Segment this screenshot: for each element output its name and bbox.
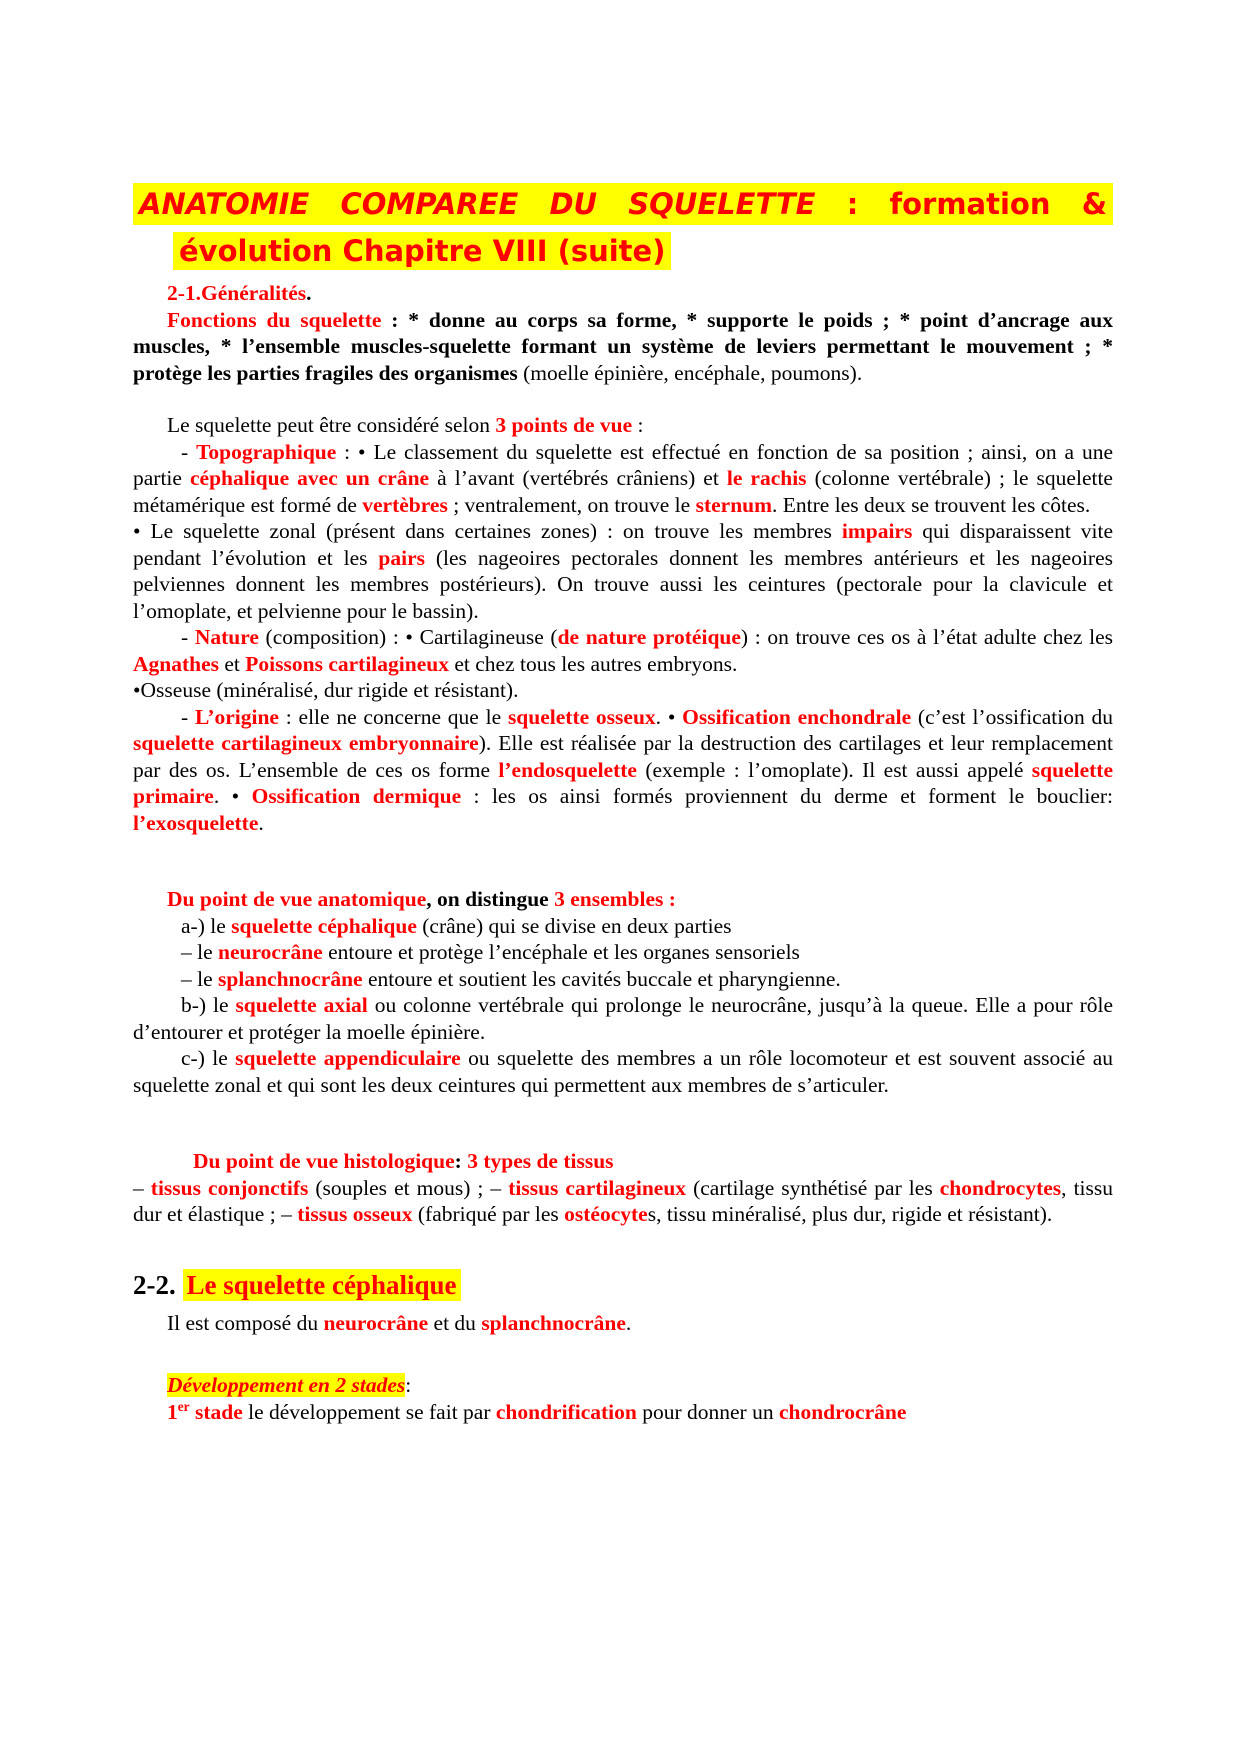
text-run: squelette axial: [235, 993, 368, 1017]
text-run: 3 points de vue: [495, 413, 633, 437]
text-run: évolution Chapitre VIII (suite): [173, 232, 671, 270]
spacer: [133, 1228, 1113, 1264]
spacer: [133, 1098, 1113, 1148]
text-run: .: [306, 281, 312, 305]
text-run: sternum: [695, 492, 773, 517]
paragraph-point-de-vue-histologique: [133, 1148, 1113, 1175]
paragraph-point-de-vue-anatomique: [133, 886, 1113, 913]
text-run: squelette cartilagineux embryonnaire: [133, 731, 479, 755]
text-run: , tissu dur et élastique ; –: [133, 1175, 1113, 1226]
paragraph-splanchnocrane: [133, 966, 1113, 993]
text-run: neurocrâne: [218, 940, 323, 964]
text-run: 3 ensembles :: [554, 887, 676, 911]
paragraph-topographique: [133, 439, 1113, 519]
paragraph-squelette-zonal: [133, 518, 1113, 624]
text-run: ou colonne vertébrale qui prolonge le neurocrâne, jusqu’à la queue. Elle a pour rôle d’entourer et protéger la moelle épinière.: [133, 993, 1113, 1044]
text-run: et du: [428, 1310, 482, 1335]
text-run: * donne au corps sa forme, * supporte le poids ; * point d’ancrage aux muscles, * l’ensemble muscles-squelette formant un système de leviers permettant le mouvement ; * protège les parties fragiles des organismes: [133, 307, 1113, 385]
text-run: et chez tous les autres embryons.: [448, 651, 738, 676]
text-run: :: [405, 1373, 412, 1397]
spacer: [133, 1336, 1113, 1372]
text-run: -: [181, 625, 195, 649]
text-run: squelette osseux: [507, 704, 656, 729]
text-run: Il est composé du: [167, 1310, 324, 1335]
paragraph-origine: [133, 704, 1113, 837]
paragraph-points-de-vue: [133, 412, 1113, 439]
paragraph-neurocrane: [133, 939, 1113, 966]
paragraph-compose: [133, 1310, 1113, 1337]
paragraph-osseuse: [133, 677, 1113, 704]
text-run: squelette céphalique: [231, 913, 417, 938]
paragraph-premier-stade: [133, 1399, 1113, 1426]
text-run: . •: [213, 784, 252, 808]
text-run: le développement se fait par: [242, 1399, 496, 1424]
text-run: : • Le classement du squelette est effectué en fonction de sa position ; ainsi, on a une partie: [133, 439, 1113, 490]
text-run: b-) le: [181, 993, 236, 1017]
text-run: a-) le: [181, 913, 232, 938]
text-run: (colonne vertébrale) ; le squelette métamérique est formé de: [133, 466, 1113, 517]
text-run: céphalique avec un crâne: [189, 466, 430, 490]
paragraph-squelette-axial-b: [133, 992, 1113, 1045]
paragraph-types-de-tissus: [133, 1175, 1113, 1228]
section-2-1-heading: [133, 280, 1113, 307]
spacer: [133, 386, 1113, 412]
text-run: s, tissu minéralisé, plus dur, rigide et résistant).: [647, 1202, 1053, 1226]
text-run: Ossification dermique: [251, 784, 462, 808]
text-run: 1: [167, 1399, 178, 1424]
text-run: formation &: [889, 187, 1107, 221]
text-run: ANATOMIE COMPAREE DU SQUELETTE: [139, 187, 816, 221]
text-run: ostéocyte: [564, 1202, 648, 1226]
text-run: Du point de vue anatomique: [167, 887, 427, 911]
text-run: à l’avant (vertébrés crâniens) et: [429, 466, 727, 490]
text-run: (crâne) qui se divise en deux parties: [416, 913, 732, 938]
text-run: : les os ainsi formés proviennent du derme et forment le bouclier:: [461, 784, 1113, 808]
text-run: neurocrâne: [323, 1310, 429, 1335]
text-run: Agnathes: [133, 651, 220, 676]
text-run: tissus conjonctifs: [150, 1175, 309, 1200]
text-run: – le: [181, 940, 219, 964]
text-run: stade: [189, 1399, 243, 1424]
text-run: :: [815, 187, 890, 221]
text-run: tissus cartilagineux: [508, 1175, 687, 1200]
text-run: (fabriqué par les: [412, 1202, 565, 1226]
text-run: Développement en 2 stades: [167, 1373, 406, 1397]
text-run: vertèbres: [362, 492, 448, 517]
paragraph-developpement-2-stades: [133, 1372, 1113, 1399]
text-run: L’origine: [194, 704, 279, 729]
text-run: squelette primaire: [133, 757, 1113, 808]
text-run: 3 types de tissus: [467, 1149, 614, 1173]
text-run: (moelle épinière, encéphale, poumons).: [523, 360, 863, 385]
text-run: ou squelette des membres a un rôle locomoteur et est souvent associé au squelette zonal et qui sont les deux ceintures qui permettent aux membres de s’articuler.: [133, 1046, 1113, 1097]
text-run: -: [181, 439, 197, 464]
text-run: chondrocrâne: [778, 1399, 907, 1424]
text-run: • Le squelette zonal (présent dans certaines zones) : on trouve les membres: [133, 519, 842, 543]
text-run: (souples et mous) ; –: [308, 1175, 509, 1200]
text-run: et: [219, 651, 246, 676]
text-run: , on distingue: [426, 887, 555, 911]
text-run: Ossification enchondrale: [682, 704, 912, 729]
text-run: Le squelette peut être considéré selon: [167, 413, 496, 437]
paragraph-squelette-appendiculaire-c: [133, 1045, 1113, 1098]
text-run: er: [177, 1398, 190, 1414]
paragraph-squelette-cephalique-a: [133, 913, 1113, 940]
text-run: Poissons cartilagineux: [245, 651, 449, 676]
text-run: entoure et protège l’encéphale et les organes sensoriels: [322, 940, 800, 964]
text-run: entoure et soutient les cavités buccale et pharyngienne.: [362, 966, 841, 991]
text-run: –: [133, 1175, 151, 1200]
text-run: . Entre les deux se trouvent les côtes.: [772, 492, 1091, 517]
paragraph-fonctions-squelette: [133, 307, 1113, 387]
text-run: . •: [655, 704, 683, 729]
text-run: (composition) : • Cartilagineuse (: [258, 625, 558, 649]
text-run: -: [181, 704, 195, 729]
text-run: chondrification: [495, 1399, 637, 1424]
text-run: ) : on trouve ces os à l’état adulte chez les: [740, 625, 1113, 649]
spacer: [133, 836, 1113, 886]
text-run: le rachis: [726, 466, 807, 490]
text-run: Topographique: [196, 439, 337, 464]
text-run: :: [454, 1149, 468, 1173]
text-run: Fonctions du squelette: [167, 307, 382, 332]
text-run: splanchnocrâne: [218, 966, 363, 991]
text-run: (exemple : l’omoplate). Il est aussi appelé: [636, 757, 1032, 782]
text-run: – le: [181, 966, 219, 991]
text-run: pour donner un: [636, 1399, 779, 1424]
text-run: Le squelette céphalique: [183, 1269, 461, 1301]
text-run: l’endosquelette: [498, 757, 637, 782]
paragraph-nature: [133, 624, 1113, 677]
text-run: :: [381, 307, 409, 332]
text-run: •Osseuse (minéralisé, dur rigide et résistant).: [133, 678, 519, 702]
text-run: ; ventralement, on trouve le: [447, 492, 696, 517]
section-2-2-heading: [133, 1268, 1113, 1302]
text-run: c-) le: [181, 1046, 236, 1070]
text-run: de nature protéique: [557, 625, 741, 649]
text-run: 2-1.Généralités: [167, 281, 307, 305]
text-run: tissus osseux: [297, 1202, 413, 1226]
text-run: pairs: [378, 545, 425, 570]
text-run: impairs: [841, 519, 913, 543]
doc-title-line-2: [173, 232, 1113, 270]
text-run: .: [258, 810, 264, 835]
text-run: (c’est l’ossification du: [911, 704, 1113, 729]
text-run: .: [625, 1310, 632, 1335]
text-run: Nature: [194, 625, 259, 649]
text-run: ). Elle est réalisée par la destruction des cartilages et leur remplacement par des os. L’ensemble de ces os forme: [133, 731, 1113, 782]
text-run: l’exosquelette: [133, 810, 259, 835]
text-run: : elle ne concerne que le: [278, 704, 508, 729]
text-run: chondrocytes: [939, 1175, 1062, 1200]
text-run: qui disparaissent vite pendant l’évolution et les: [133, 519, 1113, 570]
text-run: squelette appendiculaire: [235, 1046, 461, 1070]
doc-title-line-1: [133, 183, 1113, 225]
text-run: Du point de vue histologique: [193, 1149, 455, 1173]
text-run: 2-2.: [133, 1269, 183, 1300]
text-run: (les nageoires pectorales donnent les membres antérieurs et les nageoires pelviennes donnent les membres postérieurs). On trouve aussi les ceintures (pectorale pour la clavicule et l’omoplate, et pelvienne pour le bassin).: [133, 545, 1113, 623]
text-run: splanchnocrâne: [481, 1310, 626, 1335]
text-run: (cartilage synthétisé par les: [686, 1175, 940, 1200]
text-run: :: [632, 413, 644, 437]
